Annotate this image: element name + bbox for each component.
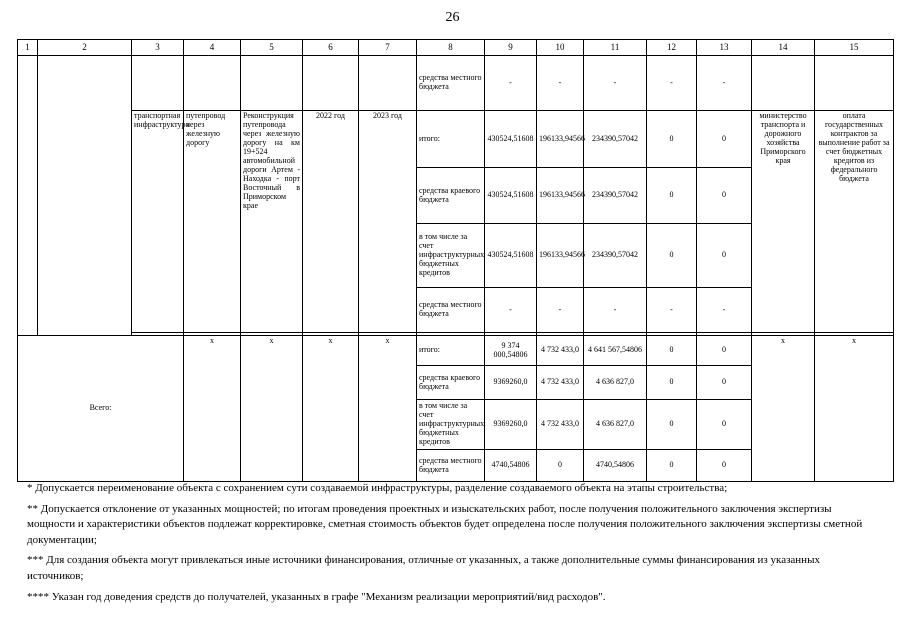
total-x: x xyxy=(815,336,894,482)
value-cell: 0 xyxy=(647,366,697,400)
table-cell xyxy=(18,56,38,336)
value-cell: 0 xyxy=(647,111,697,168)
total-x: x xyxy=(303,336,359,482)
value-cell: - xyxy=(697,288,752,333)
value-cell: 0 xyxy=(697,168,752,224)
value-cell: - xyxy=(537,288,584,333)
value-cell: 4 636 827,0 xyxy=(584,400,647,450)
investment-table xyxy=(17,39,894,482)
column-number: 14 xyxy=(752,40,815,56)
value-cell: 0 xyxy=(697,111,752,168)
object-type: путепровод через железную дорогу xyxy=(184,111,241,333)
value-cell: 0 xyxy=(697,450,752,482)
value-cell: 9369260,0 xyxy=(485,400,537,450)
footnote: **** Указан год доведения средств до получателей, указанных в графе "Механизм реализации мероприятий/вид расходов". xyxy=(27,590,606,603)
funding-source: в том числе за счет инфраструктурных бюджетных кредитов xyxy=(417,224,485,288)
footnotes xyxy=(27,481,867,610)
value-cell: - xyxy=(485,288,537,333)
object-name: Реконструкция путепровода через железную дорогу на км 19+524 автомобильной дороги Артем - Находка - порт Восточный в Приморском крае xyxy=(241,111,303,333)
value-cell: 430524,51608 xyxy=(485,111,537,168)
footnote: * Допускается переименование объекта с сохранением сути создаваемой инфраструктуры, разделение создаваемого объекта на этапы строительства; xyxy=(27,482,728,494)
column-number: 9 xyxy=(485,40,537,56)
value-cell: 4740,54806 xyxy=(584,450,647,482)
object-sphere: транспортная инфраструктура xyxy=(132,111,184,333)
column-number: 7 xyxy=(359,40,417,56)
column-number: 8 xyxy=(417,40,485,56)
value-cell: - xyxy=(647,288,697,333)
funding-source: итого: xyxy=(417,111,485,168)
funding-source: средства местного бюджета xyxy=(417,288,485,333)
column-number: 4 xyxy=(184,40,241,56)
value-cell: 234390,57042 xyxy=(584,224,647,288)
value-cell: - xyxy=(584,56,647,111)
column-number-row xyxy=(18,40,894,56)
value-cell: 0 xyxy=(647,224,697,288)
funding-source: средства краевого бюджета xyxy=(417,366,485,400)
value-cell: - xyxy=(647,56,697,111)
footnote: ** Допускается отклонение от указанных мощностей; по итогам проведения проектных и изыскательских работ, после получения положительного заключения экспертизы мощности и характеристики объектов подлежат корректировке, сметная стоимость объектов будет определена после получения положительного заключения экспертизы сметной документации; xyxy=(27,502,863,546)
column-number: 13 xyxy=(697,40,752,56)
table-cell xyxy=(38,56,132,336)
table-row xyxy=(18,111,894,168)
executor: министерство транспорта и дорожного хозяйства Приморского края xyxy=(752,111,815,333)
footnote: *** Для создания объекта могут привлекаться иные источники финансирования, отличные от указанных, а также дополнительные суммы финансирования из указанных источников; xyxy=(27,554,820,583)
column-number: 10 xyxy=(537,40,584,56)
value-cell: 4 732 433,0 xyxy=(537,336,584,366)
table-row xyxy=(18,336,894,366)
total-x: x xyxy=(241,336,303,482)
value-cell: 4 636 827,0 xyxy=(584,366,647,400)
value-cell: - xyxy=(537,56,584,111)
funding-source: средства местного бюджета xyxy=(417,450,485,482)
value-cell: 0 xyxy=(647,450,697,482)
table-cell xyxy=(184,56,241,111)
column-number: 5 xyxy=(241,40,303,56)
funding-source: средства краевого бюджета xyxy=(417,168,485,224)
value-cell: - xyxy=(584,288,647,333)
page-number: 26 xyxy=(445,10,460,25)
funding-source: в том числе за счет инфраструктурных бюджетных кредитов xyxy=(417,400,485,450)
value-cell: 430524,51608 xyxy=(485,224,537,288)
column-number: 12 xyxy=(647,40,697,56)
value-cell: 196133,94566 xyxy=(537,168,584,224)
table-cell xyxy=(241,56,303,111)
value-cell: 0 xyxy=(537,450,584,482)
total-label: Всего: xyxy=(18,336,184,482)
value-cell: 9 374 000,54806 xyxy=(485,336,537,366)
column-number: 2 xyxy=(38,40,132,56)
table-cell xyxy=(359,56,417,111)
value-cell: 0 xyxy=(697,366,752,400)
value-cell: 234390,57042 xyxy=(584,111,647,168)
funding-source: итого: xyxy=(417,336,485,366)
funding-source: средства местного бюджета xyxy=(417,56,485,111)
value-cell: - xyxy=(697,56,752,111)
column-number: 15 xyxy=(815,40,894,56)
table-cell xyxy=(303,56,359,111)
value-cell: 196133,94566 xyxy=(537,224,584,288)
table-cell xyxy=(752,56,815,111)
value-cell: 0 xyxy=(697,224,752,288)
value-cell: 234390,57042 xyxy=(584,168,647,224)
year-start: 2022 год xyxy=(303,111,359,333)
column-number: 11 xyxy=(584,40,647,56)
table-cell xyxy=(132,56,184,111)
value-cell: 430524,51608 xyxy=(485,168,537,224)
total-x: x xyxy=(752,336,815,482)
value-cell: 0 xyxy=(697,336,752,366)
value-cell: 0 xyxy=(647,168,697,224)
value-cell: 0 xyxy=(647,336,697,366)
value-cell: 0 xyxy=(697,400,752,450)
column-number: 3 xyxy=(132,40,184,56)
year-end: 2023 год xyxy=(359,111,417,333)
value-cell: 4 732 433,0 xyxy=(537,400,584,450)
table-row xyxy=(18,56,894,111)
table-cell xyxy=(815,56,894,111)
value-cell: 4740,54806 xyxy=(485,450,537,482)
value-cell: 9369260,0 xyxy=(485,366,537,400)
value-cell: 4 732 433,0 xyxy=(537,366,584,400)
mechanism: оплата государственных контрактов за выполнение работ за счет бюджетных кредитов из федерального бюджета xyxy=(815,111,894,333)
value-cell: - xyxy=(485,56,537,111)
total-x: x xyxy=(359,336,417,482)
value-cell: 196133,94566 xyxy=(537,111,584,168)
total-x: x xyxy=(184,336,241,482)
column-number: 6 xyxy=(303,40,359,56)
value-cell: 4 641 567,54806 xyxy=(584,336,647,366)
value-cell: 0 xyxy=(647,400,697,450)
column-number: 1 xyxy=(18,40,38,56)
